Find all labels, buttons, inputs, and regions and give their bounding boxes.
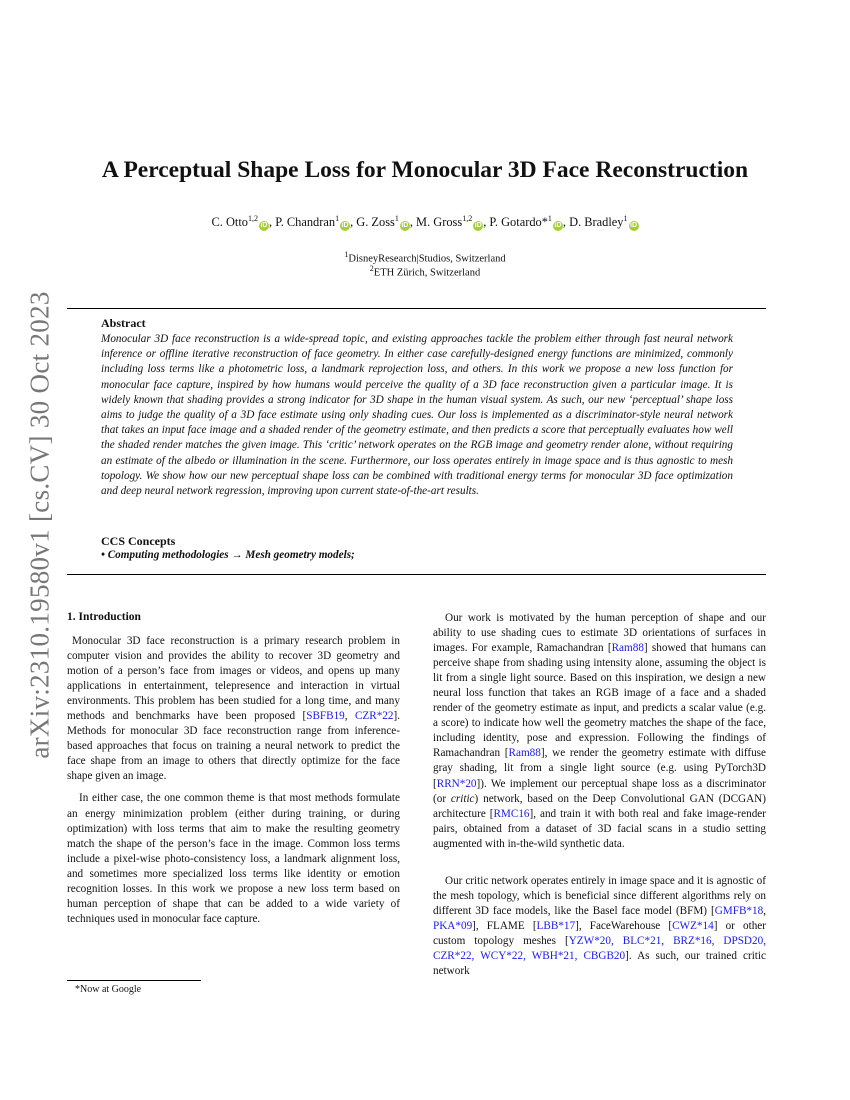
paragraph: Monocular 3D face reconstruction is a primary research problem in computer vision and provides the ability to recover 3D geometry and motion of a person’s face from images or videos, and opens up many applications in entertainment, telepresence and interaction in virtual environments. This problem has been studied for a long time, and many methods and benchmarks have been proposed [SBFB19, CZR*22]. Methods for monocular 3D face reconstruction range from inference-based approaches that focus on training a neural network to predict the face shape from an image to others that directly optimize for the face shape given an image.: [67, 635, 401, 783]
citation-link[interactable]: CZR*22: [354, 710, 394, 723]
author-name: P. Gotardo: [489, 215, 542, 230]
text-run: ]). We implement our perceptual shape loss as a discriminator (or: [433, 777, 766, 805]
text-run: Monocular 3D face reconstruction is a primary research problem in computer vision and provides the ability to recover 3D geometry and motion of a person’s face from images or videos, and opens up many applications in entertainment, telepresence and interaction in virtual environments. This problem has been studied for a long time, and many methods and benchmarks have been proposed [: [67, 635, 400, 723]
citation-link[interactable]: GMFB*18: [714, 904, 764, 917]
author-name: D. Bradley: [569, 215, 624, 230]
text-run: ]. Methods for monocular 3D face reconstruction range from inference-based approaches that focus on training a neural network to predict the face shape from an image to others that directly optimize for the face shape given an image.: [67, 710, 401, 783]
text-run: Our work is motivated by the human perception of shape and our ability to use shading cues to estimate 3D orientations of surfaces in images. For example, Ramachandran [: [433, 612, 766, 655]
affiliation-text: DisneyResearch|Studios, Switzerland: [348, 253, 506, 265]
text-run: ] or other custom topology meshes [: [433, 919, 766, 947]
orcid-icon[interactable]: iD: [401, 222, 409, 230]
citation-link[interactable]: RRN*20: [436, 777, 477, 790]
paragraph: Our critic network operates entirely in image space and it is agnostic of the mesh topology, which is beneficial since different algorithms rely on different 3D face models, like the Basel face model (BFM) [GMFB*18, PKA*09], FLAME [LBB*17], FaceWarehouse [CWZ*14] or other custom topology meshes [YZW*20, BLC*21, BRZ*16, DPSD20, CZR*22, WCY*22, WBH*21, CBGB20]. As such, our trained critic network: [433, 874, 766, 978]
section-heading: 1. Introduction: [67, 611, 141, 623]
text-run: Our critic network operates entirely in image space and it is agnostic of the mesh topology, which is beneficial since different algorithms rely on different 3D face models, like the Basel face model (BFM) [: [433, 874, 766, 917]
affiliation-number: 1: [344, 250, 349, 259]
text-run: ] showed that humans can perceive shape from shading using intensity alone, assuming the object is lit from a single light source. Based on this inspiration, we design a new neural loss function that takes an RGB image of a face and a shaded render of the geometry estimate as input, and predicts a scalar value (e.g. a score) to indicate how well the geometry matches the shape of the face, including identity, pose and expression. Following the findings of Ramachandran [: [433, 642, 766, 760]
author-name: P. Chandran: [275, 215, 336, 230]
text-run: ], FaceWarehouse [: [575, 919, 673, 932]
author-list: C. Otto$^{1,2}$iD , P. Chandran$^1$iD , G. Zoss$^1$iD , M. Gross$^{1,2}$iD , P. Gotardo*$^1$iD , D. Bradley$^1$iD: [211, 214, 637, 230]
citation-link[interactable]: Ram88: [508, 747, 541, 760]
arxiv-identifier: arXiv:2310.19580v1 [cs.CV] 30 Oct 2023: [24, 291, 55, 759]
text-run: ], and train it with both real and fake image-render pairs, obtained from a dataset of 3D facial scans in a studio setting augmented with in-the-wild synthetic data.: [433, 807, 766, 850]
citation-link[interactable]: SBFB19: [306, 710, 345, 723]
text-run: ], we render the geometry estimate with diffuse gray shading, lit from a single light source (e.g. using PyTorch3D [: [433, 747, 766, 790]
affiliation: [0, 250, 850, 265]
author-affiliation-mark: 1,2: [247, 214, 258, 223]
footnote: *Now at Google: [75, 984, 142, 995]
citation-link[interactable]: LBB*17: [536, 919, 576, 932]
arxiv-sidebar-stamp: [20, 291, 60, 759]
orcid-icon[interactable]: iD: [341, 222, 349, 230]
affiliation-text: ETH Zürich, Switzerland: [373, 267, 481, 279]
ccs-concepts: • Computing methodologies → Mesh geometry models;: [101, 549, 355, 561]
author-affiliation-mark: 1: [394, 214, 399, 223]
citation-link[interactable]: YZW*20, BLC*21, BRZ*16, DPSD20, CZR*22, WCY*22, WBH*21, CBGB20: [433, 934, 766, 962]
ccs-heading: CCS Concepts: [101, 534, 176, 548]
orcid-icon[interactable]: iD: [260, 222, 268, 230]
left-column: [67, 634, 400, 927]
footnote-divider: [67, 980, 201, 981]
citation-link[interactable]: Ram88: [611, 642, 644, 655]
affiliation-number: 2: [369, 264, 374, 273]
right-column: [433, 611, 766, 979]
orcid-icon[interactable]: iD: [630, 222, 637, 230]
text-run: ]. As such, our trained critic network: [433, 949, 766, 978]
citation-link[interactable]: RMC16: [493, 807, 530, 820]
text-run: ) network, based on the Deep Convolutional GAN (DCGAN) architecture [: [433, 792, 766, 820]
divider: [67, 308, 766, 309]
emphasis: critic: [450, 792, 475, 805]
author-affiliation-mark: 1: [623, 214, 628, 223]
footnote-mark: *: [541, 215, 548, 230]
citation-link[interactable]: PKA*09: [433, 919, 473, 932]
orcid-icon[interactable]: iD: [554, 222, 562, 230]
author-name: M. Gross: [416, 215, 463, 230]
citation-link[interactable]: CWZ*14: [672, 919, 714, 932]
author-affiliation-mark: 1,2: [462, 214, 473, 223]
paragraph: In either case, the one common theme is that most methods formulate an energy minimization problem (either during training, or during optimization) with loss terms that aim to make the resulting geometry match the shape of the person’s face in the image. Common loss terms include a pixel-wise photo-consistency loss, a landmark alignment loss, and sometimes more specialized loss terms like identity or emotion recognition losses. In this work we propose a new loss term based on human perception of shape that can be added to a wide variety of techniques used in monocular face capture.: [67, 792, 400, 925]
text-run: ], FLAME [: [472, 919, 537, 932]
orcid-icon[interactable]: iD: [474, 222, 482, 230]
author-name: C. Otto: [211, 215, 248, 230]
divider: [67, 574, 766, 575]
paper-title: A Perceptual Shape Loss for Monocular 3D Face Reconstruction: [101, 157, 749, 183]
author-affiliation-mark: 1: [335, 214, 340, 223]
author-name: G. Zoss: [356, 215, 395, 230]
affiliation: [0, 264, 850, 279]
abstract-heading: Abstract: [101, 316, 146, 330]
paragraph: [433, 611, 766, 852]
author-affiliation-mark: 1: [547, 214, 552, 223]
abstract-text: Monocular 3D face reconstruction is a wide-spread topic, and existing approaches tackle the problem either through fast neural network inference or offline iterative reconstruction of face geometry. In either case carefully-designed energy functions are minimized, commonly including loss terms like a photometric loss, a landmark reprojection loss, and others. In this work we propose a new loss function for monocular face capture, inspired by how humans would perceive the quality of a 3D face reconstruction given a particular image. It is widely known that shading provides a strong indicator for 3D shape in the human visual system. As such, our new ‘perceptual’ shape loss aims to judge the quality of a 3D face estimate using only shading cues. Our loss is implemented as a discriminator-style neural network that takes an input face image and a shaded render of the geometry estimate, and then predicts a score that perceptually evaluates how well the shaded render matches the given image. This ‘critic’ network operates on the RGB image and geometry render alone, without requiring an estimate of the albedo or illumination in the scene. Furthermore, our loss operates entirely in image space and is thus agnostic to mesh topology. We show how our new perceptual shape loss can be combined with traditional energy terms for monocular 3D face optimization and deep neural network regression, improving upon current state-of-the-art results.: [101, 333, 733, 498]
